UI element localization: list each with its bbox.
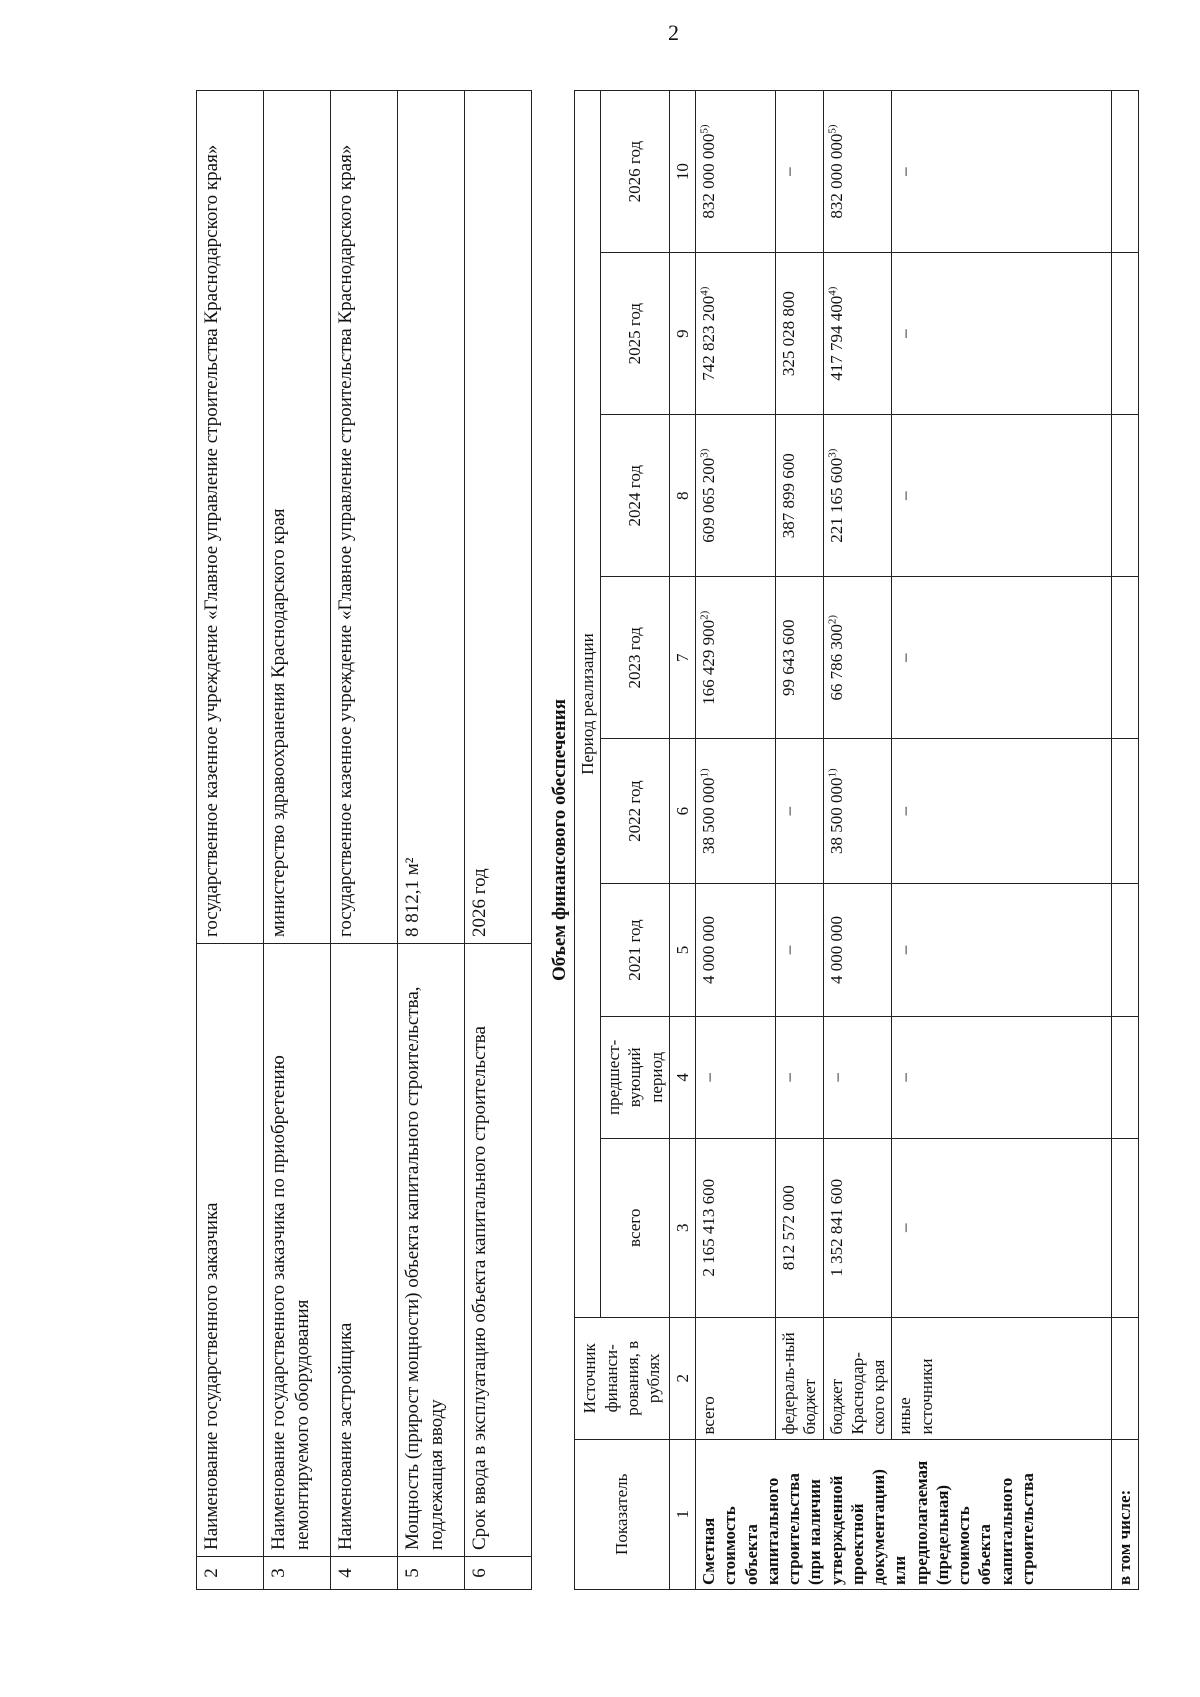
info-row xyxy=(398,91,465,1590)
footnote-marker: 1) xyxy=(825,768,838,778)
year-value xyxy=(892,91,1112,253)
column-number: 10 xyxy=(669,91,695,253)
footnote-marker: 4) xyxy=(698,286,711,296)
source-name: бюджет Краснодар-ского края xyxy=(823,1318,892,1440)
row-number: 2 xyxy=(197,1557,264,1590)
row-value: министерство здравоохранения Краснодарского края xyxy=(264,91,331,944)
year-value xyxy=(823,883,892,1016)
year-value xyxy=(776,415,824,577)
year-value xyxy=(892,415,1112,577)
year-value xyxy=(776,577,824,739)
column-number: 3 xyxy=(669,1138,695,1317)
value-text: 66 786 300 xyxy=(826,624,846,701)
year-value xyxy=(823,415,892,577)
source-total: 2 165 413 600 xyxy=(696,1138,776,1317)
source-name: федераль-ный бюджет xyxy=(776,1318,824,1440)
value-text: 387 899 600 xyxy=(779,453,798,539)
header-year: 2025 год xyxy=(601,253,670,415)
year-value xyxy=(696,253,776,415)
empty-cell xyxy=(1112,253,1138,415)
info-row xyxy=(331,91,398,1590)
finance-row xyxy=(892,91,1112,1590)
year-value xyxy=(892,883,1112,1016)
empty-cell xyxy=(1112,1138,1138,1317)
footnote-marker: 2) xyxy=(825,614,838,625)
header-year: 2022 год xyxy=(601,739,670,884)
value-text: 832 000 000 xyxy=(699,133,718,219)
page-number: 2 xyxy=(668,20,679,45)
year-value xyxy=(823,739,892,884)
column-number: 4 xyxy=(669,1017,695,1139)
value-text: 4 000 000 xyxy=(699,916,718,985)
source-total: 812 572 000 xyxy=(776,1138,824,1317)
info-row xyxy=(264,91,331,1590)
row-label: Наименование застройщика xyxy=(331,944,398,1557)
info-row xyxy=(197,91,264,1590)
empty-cell xyxy=(1112,883,1138,1016)
empty-cell xyxy=(1112,739,1138,884)
info-row xyxy=(465,91,532,1590)
including-row xyxy=(1112,91,1138,1590)
footnote-marker: 4) xyxy=(825,286,838,296)
year-value xyxy=(823,577,892,739)
column-number: 5 xyxy=(669,883,695,1016)
financing-table xyxy=(542,90,1139,1590)
row-label: Мощность (прирост мощности) объекта капитального строительства, подлежащая вводу xyxy=(398,944,465,1557)
value-text: 417 794 400 xyxy=(826,295,846,381)
value-text: – xyxy=(779,806,798,816)
year-value xyxy=(696,883,776,1016)
finance-row xyxy=(696,91,776,1590)
year-value xyxy=(776,253,824,415)
row-value: 2026 год xyxy=(465,91,532,944)
header-year: 2026 год xyxy=(601,91,670,253)
column-number: 6 xyxy=(669,739,695,884)
value-text: 221 165 600 xyxy=(826,457,846,543)
footnote-marker: 1) xyxy=(698,768,711,778)
value-text: 38 500 000 xyxy=(826,777,846,854)
empty-cell xyxy=(1112,577,1138,739)
year-value xyxy=(776,91,824,253)
year-value xyxy=(696,415,776,577)
empty-cell xyxy=(1112,415,1138,577)
year-value xyxy=(696,577,776,739)
column-number: 8 xyxy=(669,415,695,577)
financing-title: Объем финансового обеспечения xyxy=(549,698,570,982)
header-year: 2021 год xyxy=(601,883,670,1016)
including-label: в том числе: xyxy=(1112,1439,1138,1589)
header-indicator: Показатель xyxy=(574,1439,669,1589)
source-name: иные источники xyxy=(892,1318,1112,1440)
value-text: 166 429 900 xyxy=(699,619,718,705)
value-text: 832 000 000 xyxy=(826,133,846,219)
header-period: Период реализации xyxy=(574,91,600,1318)
footnote-marker: 5) xyxy=(825,124,838,134)
row-value: государственное казенное учреждение «Главное управление строительства Краснодарского края» xyxy=(331,91,398,944)
year-value xyxy=(776,883,824,1016)
footnote-marker: 3) xyxy=(825,448,838,458)
value-text: 742 823 200 xyxy=(699,295,718,381)
year-value xyxy=(776,739,824,884)
header-total: всего xyxy=(601,1138,670,1317)
value-text: – xyxy=(895,653,915,663)
row-label: Наименование государственного заказчика по приобретению немонтируемого оборудования xyxy=(264,944,331,1557)
value-text: 99 643 600 xyxy=(779,619,798,697)
value-text: – xyxy=(895,945,915,955)
rotated-content xyxy=(196,90,1171,1590)
footnote-marker: 2) xyxy=(698,610,711,620)
header-year: 2023 год xyxy=(601,577,670,739)
source-prev: – xyxy=(696,1017,776,1139)
column-number: 2 xyxy=(669,1318,695,1440)
value-text: – xyxy=(895,167,915,176)
empty-cell xyxy=(1112,1318,1138,1440)
year-value xyxy=(892,739,1112,884)
year-value xyxy=(892,577,1112,739)
footnote-marker: 3) xyxy=(698,448,711,458)
value-text: – xyxy=(895,329,915,338)
row-number: 3 xyxy=(264,1557,331,1590)
row-number: 4 xyxy=(331,1557,398,1590)
value-text: – xyxy=(779,945,798,955)
column-number: 1 xyxy=(669,1439,695,1589)
header-prev-period: предшест-вующий период xyxy=(601,1017,670,1139)
header-year: 2024 год xyxy=(601,415,670,577)
source-name: всего xyxy=(696,1318,776,1440)
row-value: государственное казенное учреждение «Главное управление строительства Краснодарского края» xyxy=(197,91,264,944)
value-text: – xyxy=(895,806,915,816)
value-text: 609 065 200 xyxy=(699,457,718,543)
finance-row xyxy=(776,91,824,1590)
empty-cell xyxy=(1112,1017,1138,1139)
row-label: Наименование государственного заказчика xyxy=(197,944,264,1557)
year-value xyxy=(696,91,776,253)
value-text: – xyxy=(779,167,798,176)
column-number: 9 xyxy=(669,253,695,415)
year-value xyxy=(892,253,1112,415)
finance-row xyxy=(823,91,892,1590)
value-text: – xyxy=(895,491,915,500)
footnote-marker: 5) xyxy=(698,124,711,134)
row-value: 8 812,1 м² xyxy=(398,91,465,944)
header-source: Источник финанси-рования, в рублях xyxy=(574,1318,669,1440)
row-number: 6 xyxy=(465,1557,532,1590)
year-value xyxy=(823,253,892,415)
object-info-table xyxy=(196,90,532,1590)
source-prev: – xyxy=(823,1017,892,1139)
source-total: – xyxy=(892,1138,1112,1317)
year-value xyxy=(823,91,892,253)
column-number: 7 xyxy=(669,577,695,739)
value-text: 4 000 000 xyxy=(826,916,846,985)
value-text: 38 500 000 xyxy=(699,777,718,854)
value-text: 325 028 800 xyxy=(779,291,798,377)
year-value xyxy=(696,739,776,884)
empty-cell xyxy=(1112,91,1138,253)
source-prev: – xyxy=(776,1017,824,1139)
row-label: Срок ввода в эксплуатацию объекта капитального строительства xyxy=(465,944,532,1557)
indicator-cell: Сметная стоимость объекта капитального строительства (при наличии утвержденной проектной документации) или предполагаемая (предельная) стоимость объекта капитального строительства xyxy=(696,1439,1112,1589)
source-prev: – xyxy=(892,1017,1112,1139)
row-number: 5 xyxy=(398,1557,465,1590)
source-total: 1 352 841 600 xyxy=(823,1138,892,1317)
